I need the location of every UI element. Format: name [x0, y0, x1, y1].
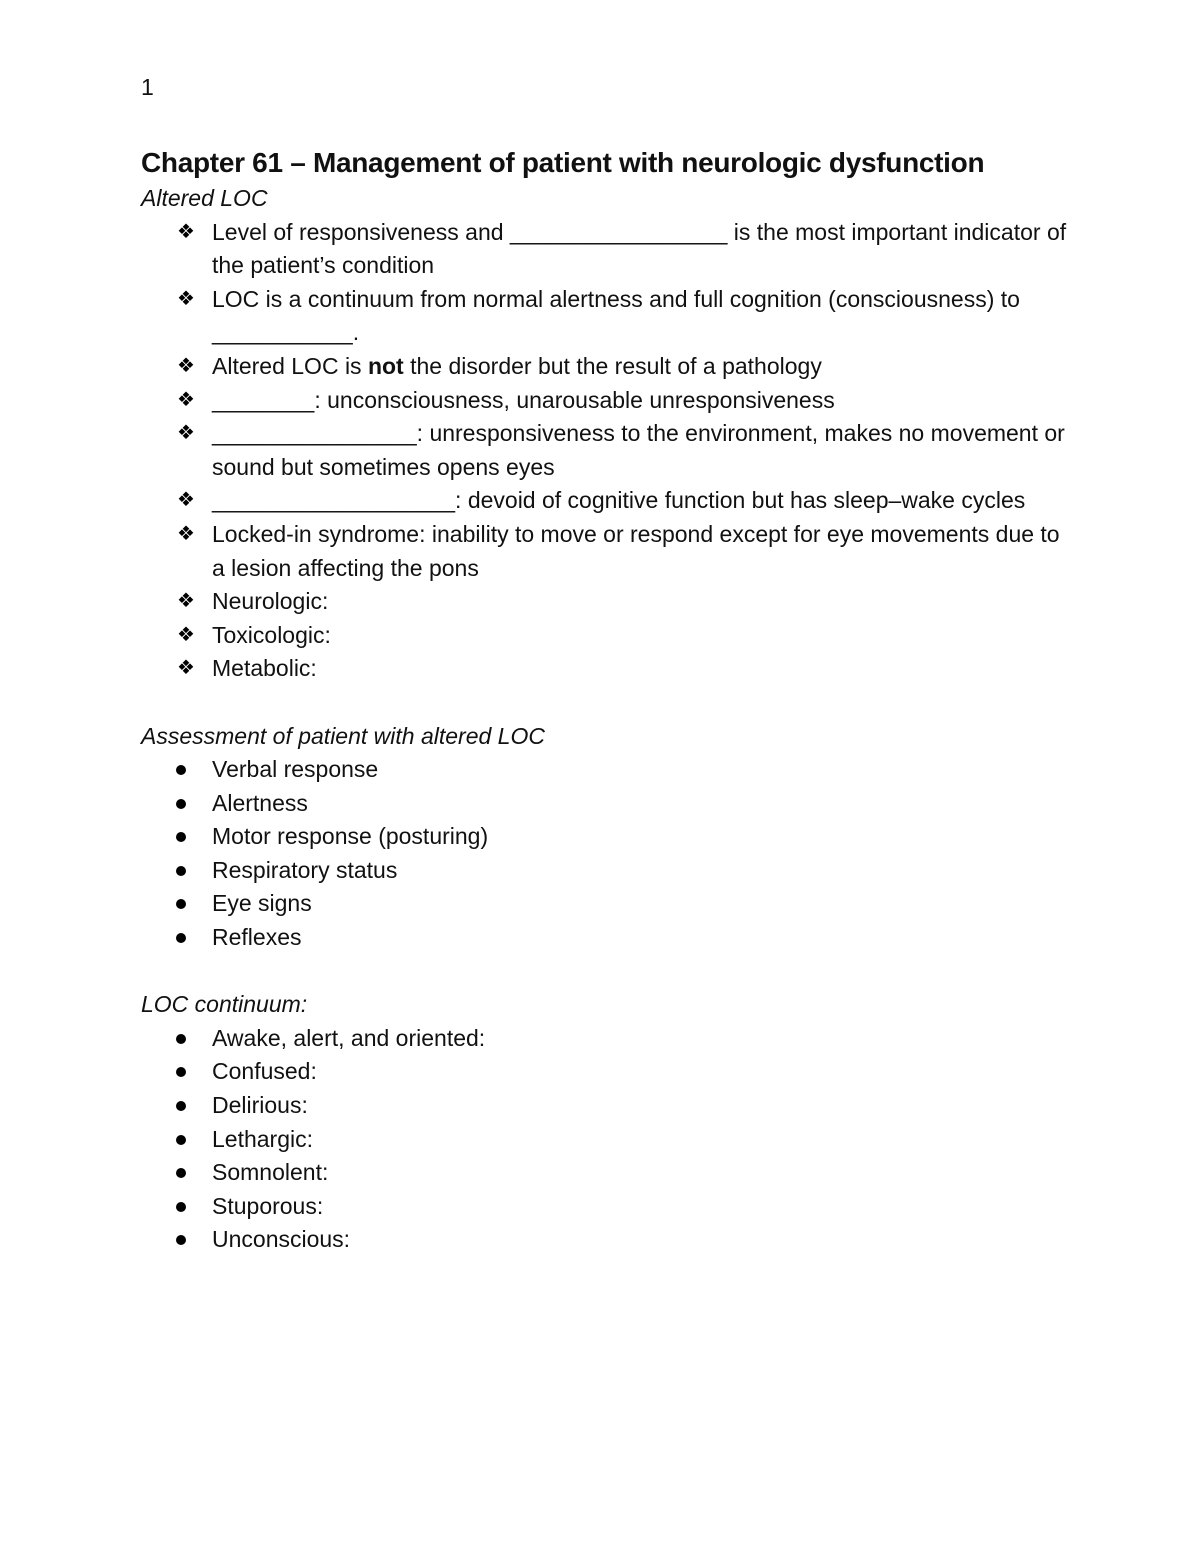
list-item-text: Lethargic: — [212, 1125, 314, 1152]
list-item-text: Verbal response — [212, 756, 379, 783]
diamond-bullet-icon: ❖ — [177, 388, 195, 411]
list-item-text: Delirious: — [212, 1092, 308, 1119]
section-heading-altered-loc: Altered LOC — [141, 185, 268, 211]
diamond-bullet-icon: ❖ — [177, 220, 195, 243]
assessment-list — [141, 753, 1071, 955]
list-item — [141, 921, 1071, 955]
bullet-dot-icon — [176, 832, 186, 842]
list-item-text: Confused: — [212, 1058, 317, 1085]
list-item-text: Awake, alert, and oriented: — [212, 1024, 486, 1051]
list-item-text: ________________: unresponsiveness to the environment, makes no movement or sound but sometimes opens eyes — [212, 420, 1065, 480]
list-item-text: Unconscious: — [212, 1226, 351, 1253]
bullet-dot-icon — [176, 1168, 186, 1178]
list-item-text: Toxicologic: — [212, 621, 331, 648]
section-spacer — [141, 686, 1071, 720]
list-item-text: Neurologic: — [212, 588, 329, 615]
diamond-bullet-icon: ❖ — [177, 657, 195, 680]
list-item-text: Motor response (posturing) — [212, 823, 489, 850]
list-item — [141, 820, 1071, 854]
bullet-dot-icon — [176, 1067, 186, 1077]
diamond-bullet-icon: ❖ — [177, 623, 195, 646]
section-heading-assessment: Assessment of patient with altered LOC — [141, 722, 545, 749]
page-number: 1 — [141, 74, 154, 100]
diamond-bullet-icon: ❖ — [177, 522, 195, 545]
diamond-bullet-icon: ❖ — [177, 422, 195, 445]
list-item-text-bold: not — [367, 352, 404, 379]
list-item — [141, 753, 1071, 787]
list-item-text: Somnolent: — [212, 1159, 329, 1186]
list-item — [141, 887, 1071, 921]
section-loc-continuum — [141, 988, 1071, 1257]
list-item-text: Reflexes — [212, 924, 302, 951]
section-heading-loc-continuum: LOC continuum: — [141, 991, 308, 1018]
list-item — [141, 283, 1071, 350]
list-item — [141, 585, 1071, 619]
list-item — [141, 619, 1071, 653]
bullet-dot-icon — [176, 765, 186, 775]
list-item — [141, 384, 1071, 418]
bullet-dot-icon — [176, 933, 186, 943]
bullet-dot-icon — [176, 1034, 186, 1044]
list-item-text: Metabolic: — [212, 655, 317, 682]
list-item-text: Level of responsiveness and _________________ is the most important indicator of the patient’s condition — [212, 218, 1067, 279]
list-item — [141, 1123, 1071, 1157]
list-item-text-pre: Altered LOC is — [212, 352, 368, 379]
list-item — [141, 1055, 1071, 1089]
diamond-bullet-icon: ❖ — [177, 287, 195, 310]
list-item-text-post: the disorder but the result of a pathology — [403, 352, 822, 379]
list-item — [141, 417, 1071, 484]
list-item — [141, 518, 1071, 585]
list-item-text: Stuporous: — [212, 1192, 324, 1219]
list-item — [141, 787, 1071, 821]
section-spacer — [141, 955, 1071, 989]
bullet-dot-icon — [176, 1235, 186, 1245]
list-item — [141, 1223, 1071, 1257]
list-item-text: Locked-in syndrome: inability to move or respond except for eye movements due to a lesion affecting the pons — [212, 520, 1060, 581]
section-assessment — [141, 720, 1071, 955]
bullet-dot-icon — [176, 1101, 186, 1111]
list-item-text: Alertness — [212, 789, 308, 816]
bullet-dot-icon — [176, 1202, 186, 1212]
section-altered-loc — [141, 182, 1071, 686]
diamond-bullet-icon: ❖ — [177, 590, 195, 613]
chapter-title: Chapter 61 – Management of patient with neurologic dysfunction — [141, 147, 985, 178]
list-item — [141, 854, 1071, 888]
list-item — [141, 1089, 1071, 1123]
list-item — [141, 1156, 1071, 1190]
list-item-text: ___________________: devoid of cognitive function but has sleep–wake cycles — [212, 487, 1026, 514]
bullet-dot-icon — [176, 1135, 186, 1145]
list-item — [141, 1022, 1071, 1056]
list-item — [141, 216, 1071, 283]
list-item-text: Eye signs — [212, 890, 312, 917]
page-content — [141, 144, 1071, 1257]
bullet-dot-icon — [176, 866, 186, 876]
loc-continuum-list — [141, 1022, 1071, 1257]
diamond-bullet-icon: ❖ — [177, 489, 195, 512]
list-item — [141, 652, 1071, 686]
bullet-dot-icon — [176, 899, 186, 909]
diamond-bullet-icon: ❖ — [177, 354, 195, 377]
list-item-text: ________: unconsciousness, unarousable unresponsiveness — [212, 386, 835, 413]
list-item — [141, 1190, 1071, 1224]
list-item — [141, 350, 1071, 384]
list-item-text: Respiratory status — [212, 856, 398, 883]
bullet-dot-icon — [176, 799, 186, 809]
list-item — [141, 484, 1071, 518]
list-item-text: LOC is a continuum from normal alertness and full cognition (consciousness) to ___________. — [212, 285, 1020, 346]
altered-loc-list — [141, 216, 1071, 686]
